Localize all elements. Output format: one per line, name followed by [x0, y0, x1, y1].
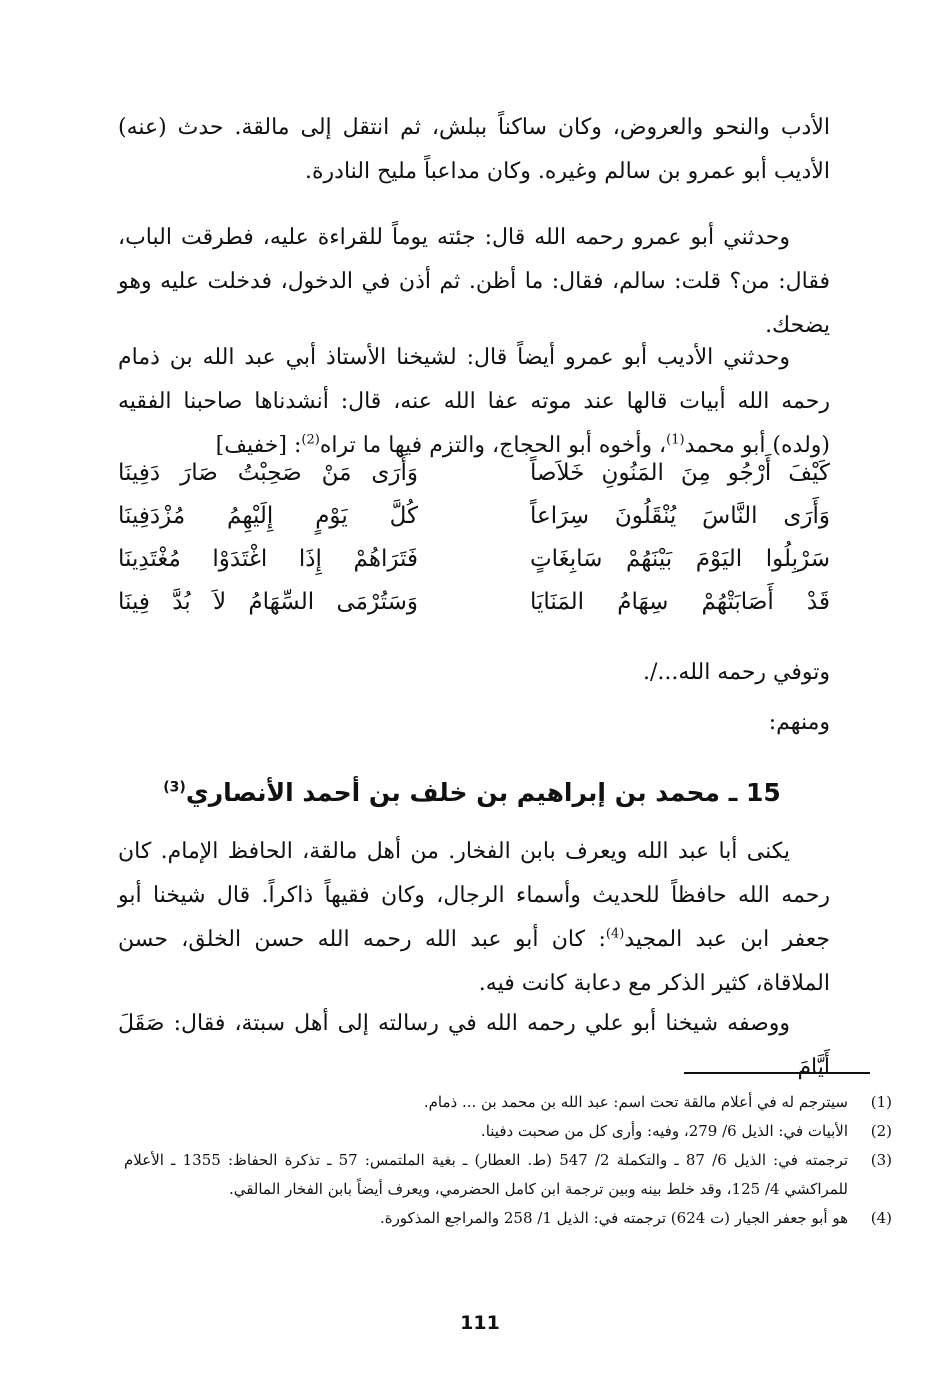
- paragraph-anecdote: وحدثني أبو عمرو رحمه الله قال: جئته يوماً للقراءة عليه، فطرقت الباب، فقال: من؟ قلت: سالم، فقال: ما أظن. ثم أذن في الدخول، فدخلت عليه وهو يضحك.: [118, 225, 830, 338]
- poem-verse-1: [118, 460, 830, 503]
- footnote-divider: [684, 1072, 870, 1074]
- poem-intro-text-b: ، وأخوه أبو الحجاج، والتزم فيها ما تراه: [319, 433, 667, 458]
- footnote-4: [124, 1204, 892, 1233]
- closing-line: وتوفي رحمه الله.../.: [643, 660, 830, 685]
- footnote-text: الأبيات في: الذيل 6/ 279، وفيه: وأرى كل من صحبت دفينا.: [480, 1122, 848, 1140]
- section-lead: ومنهم:: [768, 710, 830, 735]
- footnote-number: (1): [870, 1093, 892, 1111]
- page-number: 111: [460, 1312, 500, 1334]
- poem-intro-text-a: وحدثني الأديب أبو عمرو أيضاً قال: لشيخنا الأستاذ أبي عبد الله بن ذمام رحمه الله أبيات قالها عند موته عفا الله عنه، قال: أنشدناها صاحبنا الفقيه (ولده) أبو محمد: [118, 345, 830, 458]
- entry-heading: [0, 778, 944, 807]
- verse-first-hemistich: كَيْفَ أَرْجُو مِنَ المَنُونِ خَلاَصاً: [530, 460, 830, 486]
- footnote-number: (2): [870, 1122, 892, 1140]
- footnote-3: [124, 1146, 892, 1204]
- verse-first-hemistich: قَدْ أَصَابَتْهُمْ سِهَامُ المَنَايَا: [530, 589, 830, 615]
- footnote-text: ترجمته في: الذيل 6/ 87 ـ والتكملة 2/ 547 (ط. العطار) ـ بغية الملتمس: 57 ـ تذكرة الحفاظ: 1355 ـ الأعلام للمراكشي 4/ 125، وقد خلط بينه وبين ترجمة ابن كامل الحضرمي، ويعرف أيضاً بابن الفخار المالقي.: [124, 1151, 849, 1198]
- paragraph-description: ووصفه شيخنا أبو علي رحمه الله في رسالته إلى أهل سبتة، فقال: صَقَلَ أَيَّامَ: [118, 1011, 830, 1080]
- footnote-text: هو أبو جعفر الجيار (ت 624) ترجمته في: الذيل 1/ 258 والمراجع المذكورة.: [379, 1209, 848, 1227]
- biography-text-b: : كان أبو عبد الله رحمه الله حسن الخلق، حسن الملاقاة، كثير الذكر مع دعابة كانت فيه.: [118, 927, 830, 996]
- entry-heading-text: 15 ـ محمد بن إبراهيم بن خلف بن أحمد الأنصاري: [185, 778, 781, 807]
- footnote-text: سيترجم له في أعلام مالقة تحت اسم: عبد الله بن محمد بن ... ذمام.: [423, 1093, 848, 1111]
- verse-second-hemistich: فَتَرَاهُمْ إِذَا اغْتَدَوْا مُغْتَدِينَا: [118, 546, 418, 572]
- paragraph-poem-intro: [118, 336, 830, 468]
- footnote-ref-4[interactable]: (4): [605, 926, 625, 942]
- paragraph-continuation: الأدب والنحو والعروض، وكان ساكناً ببلش، ثم انتقل إلى مالقة. حدث (عنه) الأديب أبو عمرو بن سالم وغيره. وكان مداعباً مليح النادرة.: [118, 115, 830, 184]
- verse-second-hemistich: وَأَرَى مَنْ صَحِبْتُ صَارَ دَفِينَا: [118, 460, 418, 486]
- poem-meter-label: : [خفيف]: [215, 433, 302, 458]
- verse-second-hemistich: وَسَتُرْمَى السِّهَامُ لاَ بُدَّ فِينَا: [118, 589, 418, 615]
- footnote-1: [124, 1088, 892, 1117]
- footnote-ref-2[interactable]: (2): [301, 432, 320, 448]
- poem-verse-4: [118, 589, 830, 632]
- verse-first-hemistich: سَرْبِلُوا اليَوْمَ بَيْنَهُمْ سَابِغَاتٍ: [530, 546, 830, 572]
- verse-second-hemistich: كُلَّ يَوْمٍ إِلَيْهِمُ مُزْدَفِينَا: [118, 503, 418, 529]
- biography-text-a: يكنى أبا عبد الله ويعرف بابن الفخار. من أهل مالقة، الحافظ الإمام. كان رحمه الله حافظاً للحديث وأسماء الرجال، وكان فقيهاً ذاكراً. قال شيخنا أبو جعفر ابن عبد المجيد: [118, 839, 830, 952]
- poem-verse-3: [118, 546, 830, 589]
- footnote-number: (4): [870, 1209, 892, 1227]
- poem-verse-2: [118, 503, 830, 546]
- footnote-2: [124, 1117, 892, 1146]
- footnote-number: (3): [870, 1151, 892, 1169]
- footnote-ref-3[interactable]: (3): [163, 779, 186, 796]
- paragraph-biography: [118, 830, 830, 1006]
- verse-first-hemistich: وَأَرَى النَّاسَ يُنْقَلُونَ سِرَاعاً: [530, 503, 830, 529]
- footnotes: [124, 1088, 892, 1233]
- poem: [118, 460, 830, 632]
- footnote-ref-1[interactable]: (1): [666, 432, 685, 448]
